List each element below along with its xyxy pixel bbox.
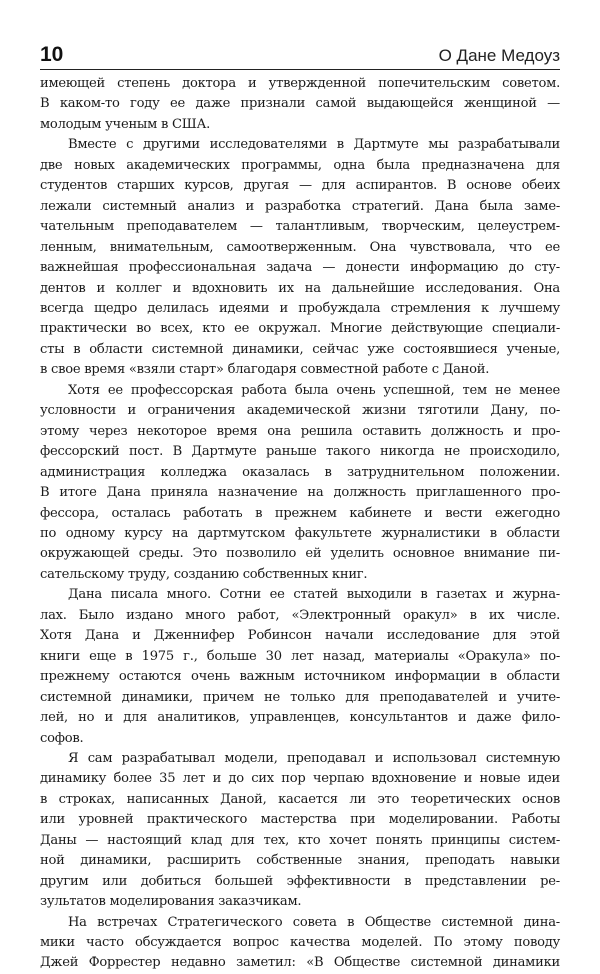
text-line: дентов и коллег и вдохновить их на дальнейшие исследования. Она xyxy=(40,280,560,296)
text-line: другим или добиться большей эффективности в представлении ре- xyxy=(40,873,560,889)
text-line: студентов старших курсов, другая — для аспирантов. В основе обеих xyxy=(40,178,560,194)
text-line: этому через некоторое время она решила оставить должность и про- xyxy=(40,423,560,439)
paragraph xyxy=(40,381,560,586)
text-line: ной динамики, расширить собственные знания, преподать навыки xyxy=(40,853,560,869)
paragraph xyxy=(40,913,560,974)
text-line: практически во всех, кто ее окружал. Многие действующие специали- xyxy=(40,321,560,337)
text-line: по одному курсу на дартмутском факультете журналистики в области xyxy=(40,525,560,541)
text-line: Хотя Дана и Дженнифер Робинсон начали исследование для этой xyxy=(40,628,560,644)
text-line: лей, но и для аналитиков, управленцев, консультантов и даже фило- xyxy=(40,710,560,726)
text-line: динамику более 35 лет и до сих пор черпаю вдохновение и новые идеи xyxy=(40,771,560,787)
page-number: 10 xyxy=(40,43,64,66)
text-line: Хотя ее профессорская работа была очень успешной, тем не менее xyxy=(68,382,560,398)
text-line: окружающей среды. Это позволило ей уделить основное внимание пи- xyxy=(40,546,560,562)
text-line: Дана писала много. Сотни ее статей выходили в газетах и журна- xyxy=(68,587,560,603)
text-line: лах. Было издано много работ, «Электронный оракул» в их числе. xyxy=(40,607,560,623)
text-line: в строках, написанных Даной, касается ли это теоретических основ xyxy=(40,791,560,807)
paragraph xyxy=(40,749,560,913)
text-line: молодым ученым в США. xyxy=(40,116,211,132)
text-line: в свое время «взяли старт» благодаря совместной работе с Даной. xyxy=(40,362,490,378)
text-line: софов. xyxy=(40,730,84,746)
text-line: или уровней практического мастерства при моделировании. Работы xyxy=(40,812,560,828)
text-line: Вместе с другими исследователями в Дартмуте мы разрабатывали xyxy=(68,137,560,153)
text-line: сты в области системной динамики, сейчас уже состоявшиеся ученые, xyxy=(40,341,560,357)
text-line: В каком-то году ее даже признали самой выдающейся женщиной — xyxy=(40,96,560,112)
text-line: ленным, внимательным, самоотверженным. Она чувствовала, что ее xyxy=(40,239,560,255)
paragraph xyxy=(40,74,560,135)
text-line: важнейшая профессиональная задача — донести информацию до сту- xyxy=(40,260,560,276)
body-text xyxy=(40,74,560,974)
header-rule xyxy=(40,69,560,70)
running-title: О Дане Медоуз xyxy=(438,46,560,65)
text-line: чательным преподавателем — талантливым, творческим, целеустрем- xyxy=(40,219,560,235)
text-line: лежали системный анализ и разработка стратегий. Дана была заме- xyxy=(40,198,560,214)
text-line: мики часто обсуждается вопрос качества моделей. По этому поводу xyxy=(40,935,560,951)
text-line: прежнему остаются очень важным источником информации в области xyxy=(40,669,560,685)
text-line: фессора, осталась работать в прежнем кабинете и вести ежегодно xyxy=(40,505,560,521)
paragraph xyxy=(40,585,560,749)
text-line: Джей Форрестер недавно заметил: «В Обществе системной динамики xyxy=(40,955,560,971)
text-line: имеющей степень доктора и утвержденной попечительским советом. xyxy=(40,76,560,91)
text-line: На встречах Стратегического совета в Обществе системной дина- xyxy=(68,914,560,930)
text-line: В итоге Дана приняла назначение на должность приглашенного про- xyxy=(40,485,560,501)
text-line: условности и ограничения академической жизни тяготили Дану, по- xyxy=(40,403,560,419)
text-line: всегда щедро делилась идеями и пробуждала стремления к лучшему xyxy=(40,300,560,316)
text-line: две новых академических программы, одна была предназначена для xyxy=(40,157,560,173)
text-line: книги еще в 1975 г., больше 30 лет назад, материалы «Оракула» по- xyxy=(40,648,560,664)
text-line: Даны — настоящий клад для тех, кто хочет понять принципы систем- xyxy=(40,832,560,848)
paragraph xyxy=(40,135,560,380)
text-line: Я сам разрабатывал модели, преподавал и использовал системную xyxy=(68,750,560,766)
text-line: администрация колледжа оказалась в затруднительном положении. xyxy=(40,464,560,480)
page-header xyxy=(40,43,560,67)
text-line: зультатов моделирования заказчикам. xyxy=(40,894,302,910)
text-line: сательскому труду, созданию собственных книг. xyxy=(40,566,368,582)
text-line: фессорский пост. В Дартмуте раньше такого никогда не происходило, xyxy=(40,444,560,460)
text-line: системной динамики, причем не только для преподавателей и учите- xyxy=(40,689,560,705)
